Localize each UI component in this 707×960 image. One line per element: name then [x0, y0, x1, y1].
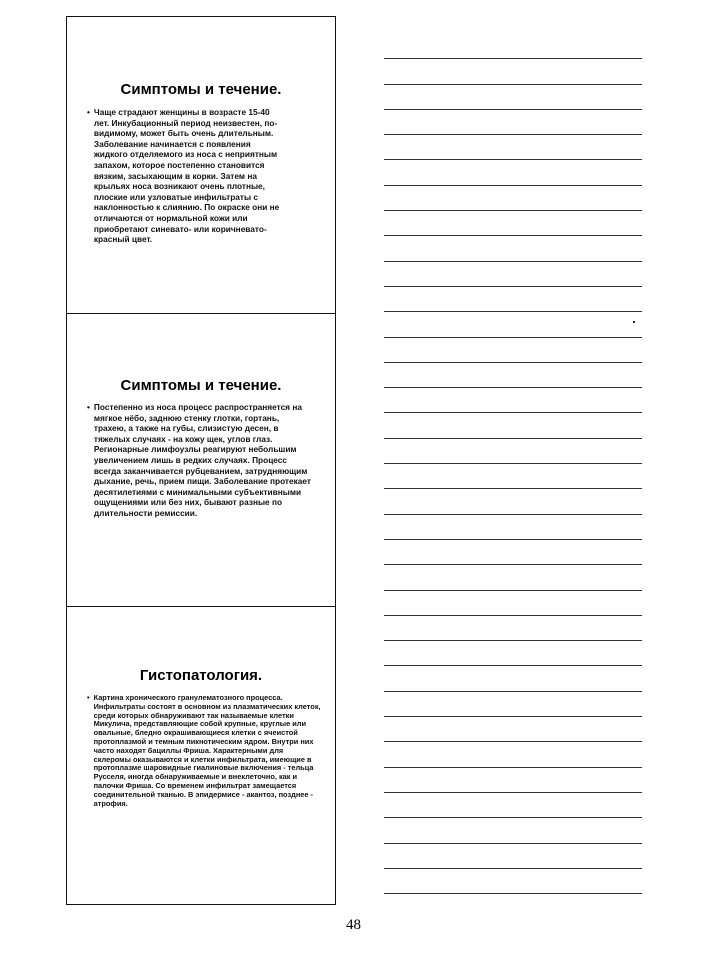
note-line [384, 489, 642, 514]
slide-title: Симптомы и течение. [120, 81, 282, 98]
note-line [384, 818, 642, 843]
note-line [384, 641, 642, 666]
note-line [384, 591, 642, 616]
note-line [384, 666, 642, 691]
slide-symptoms-1 [67, 17, 335, 313]
note-line [384, 439, 642, 464]
slide-body [87, 107, 285, 245]
page-number: 48 [346, 917, 361, 933]
note-line [384, 692, 642, 717]
slide-symptoms-2 [67, 313, 335, 606]
slide-histopathology [67, 606, 335, 904]
note-line [384, 363, 642, 388]
note-line [384, 110, 642, 135]
slide-text: Постепенно из носа процесс распространяется на мягкое нёбо, заднюю стенку глотки, гортань, трахею, а также на губы, слизистую десен, в тяжелых случаях - на кожу щек, углов глаз. Регионарные лимфоузлы реагируют небольшим увеличением лишь в редких случаях. Процесс всегда заканчивается рубцеванием, затрудняющим дыхание, речь, прием пищи. Заболевание протекает десятилетиями с минимальными субъективными ощущениями или без них, бывают разные по длительности ремиссии. [93, 402, 311, 518]
note-line [384, 312, 642, 337]
note-line [384, 717, 642, 742]
note-line [384, 262, 642, 287]
notes-lines [384, 34, 642, 894]
note-line [384, 742, 642, 767]
note-line [384, 565, 642, 590]
note-line [384, 768, 642, 793]
note-line [384, 388, 642, 413]
note-line [384, 464, 642, 489]
note-line [384, 160, 642, 185]
note-line [384, 186, 642, 211]
note-line [384, 211, 642, 236]
slide-title: Гистопатология. [139, 667, 263, 684]
note-line [384, 540, 642, 565]
note-line [384, 135, 642, 160]
slide-text: Картина хронического гранулематозного процесса. Инфильтраты состоят в основном из плазматических клеток, среди которых обнаруживают так называемые клетки Микулича, представляющие собой крупные, круглые или овальные, бледно окрашивающиеся клетки с ячеистой протоплазмой и темным пикнотическим ядром. Внутри них часто находят бациллы Фриша. Характерными для склеромы оказываются и клетки инфильтрата, имеющие в протоплазме шаровидные гиалиновые включения - тельца Русселя, иногда обнаруживаемые и внеклеточно, как и палочки Фриша. Со временем инфильтрат замещается соединительной тканью. В эпидермисе - акантоз, позднее - атрофия. [93, 693, 321, 808]
bullet-icon: • [87, 693, 90, 702]
note-line [384, 236, 642, 261]
note-line [384, 85, 642, 110]
note-line [384, 413, 642, 438]
note-line [384, 869, 642, 894]
slide-title: Симптомы и течение. [120, 377, 282, 394]
slide-body [87, 402, 311, 519]
slide-text: Чаще страдают женщины в возрасте 15-40 лет. Инкубационный период неизвестен, по-видимому, может быть очень длительным. Заболевание начинается с появления жидкого отделяемого из носа с неприятным запахом, которое постепенно становится вязким, засыхающим в корки. Затем на крыльях носа возникают очень плотные, плоские или узловатые инфильтраты с наклонностью к слиянию. По окраске они не отличаются от нормальной кожи или приобретают синевато- или коричневато-красный цвет. [93, 107, 280, 245]
note-line [384, 844, 642, 869]
note-line [384, 616, 642, 641]
note-line [384, 59, 642, 84]
slides-column [66, 16, 336, 905]
note-line [384, 338, 642, 363]
bullet-icon: • [87, 402, 90, 412]
note-line [384, 793, 642, 818]
note-line [384, 515, 642, 540]
note-line [384, 287, 642, 312]
stray-dot [633, 321, 635, 323]
slide-body [87, 694, 321, 808]
note-line [384, 34, 642, 59]
bullet-icon: • [87, 107, 90, 117]
